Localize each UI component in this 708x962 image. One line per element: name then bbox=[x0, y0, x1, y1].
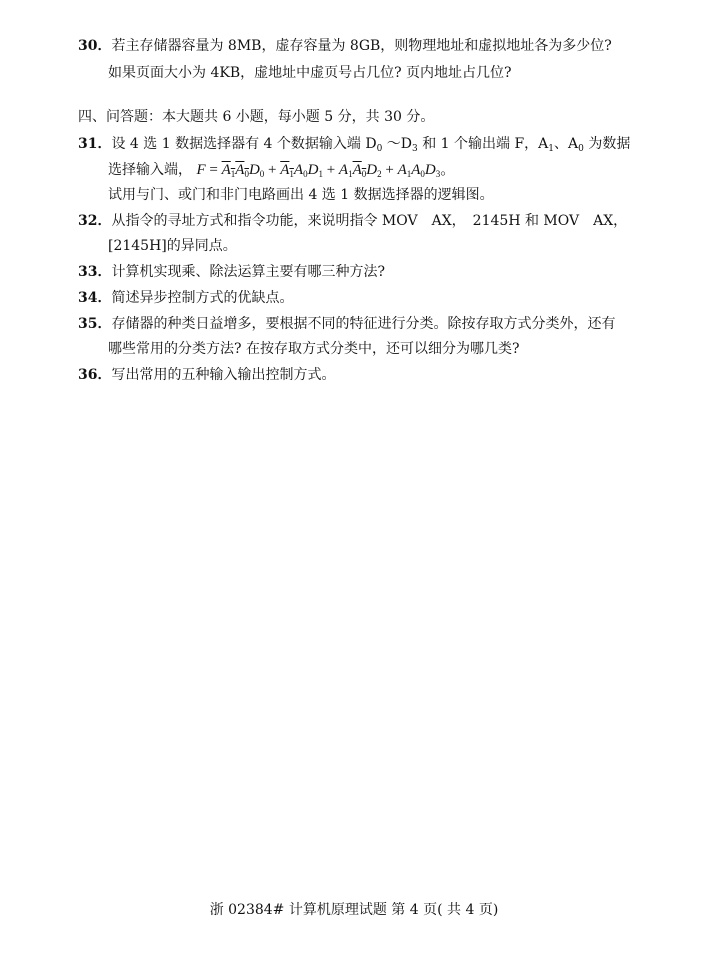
question-text: [2145H]的异同点。 bbox=[108, 238, 237, 254]
eq-symbol: A bbox=[280, 162, 290, 178]
section-heading bbox=[78, 107, 434, 127]
eq-symbol: D bbox=[366, 162, 378, 178]
subscript: 0 bbox=[244, 169, 249, 179]
question-text: 写出常用的五种输入输出控制方式。 bbox=[111, 367, 336, 383]
subscript: 0 bbox=[420, 169, 425, 179]
subscript: 3 bbox=[412, 144, 418, 154]
subscript: 0 bbox=[578, 144, 584, 154]
question-text: 简述异步控制方式的优缺点。 bbox=[111, 290, 294, 306]
question-number: 32． bbox=[78, 213, 112, 229]
question-text: 为数据 bbox=[583, 136, 631, 152]
question-32-continued bbox=[108, 236, 237, 256]
question-31 bbox=[78, 134, 630, 154]
eq-operator: + bbox=[264, 162, 281, 178]
subscript: 1 bbox=[230, 169, 236, 179]
question-30-continued bbox=[108, 63, 512, 83]
question-35-continued bbox=[108, 339, 519, 359]
question-number: 34． bbox=[78, 290, 112, 306]
question-text: 试用与门、或门和非门电路画出 4 选 1 数据选择器的逻辑图。 bbox=[108, 187, 494, 203]
question-text: 选择输入端， bbox=[108, 162, 192, 178]
question-text: 哪些常用的分类方法? 在按存取方式分类中，还可以细分为哪几类? bbox=[108, 341, 520, 357]
eq-operator: = bbox=[205, 162, 222, 178]
question-35 bbox=[78, 314, 615, 334]
eq-symbol: A bbox=[411, 162, 421, 178]
eq-symbol: A bbox=[352, 162, 362, 178]
question-number: 35． bbox=[78, 316, 112, 332]
eq-operator: + bbox=[381, 162, 398, 178]
subscript: 3 bbox=[435, 169, 441, 179]
question-text: 和 1 个输出端 F，A bbox=[417, 136, 549, 152]
eq-symbol: A bbox=[235, 162, 245, 178]
question-31-continued bbox=[108, 185, 494, 205]
page-footer bbox=[0, 900, 708, 920]
question-text: 、A bbox=[554, 136, 579, 152]
eq-term bbox=[353, 162, 367, 178]
question-text: 计算机实现乘、除法运算主要有哪三种方法? bbox=[111, 264, 385, 280]
question-34 bbox=[78, 288, 293, 308]
subscript: 1 bbox=[348, 169, 353, 179]
eq-operator: + bbox=[322, 162, 339, 178]
question-32 bbox=[78, 211, 627, 231]
subscript: 1 bbox=[289, 169, 294, 179]
question-text: 若主存储器容量为 8MB，虚存容量为 8GB，则物理地址和虚拟地址各为多少位? bbox=[111, 38, 612, 54]
eq-term bbox=[280, 162, 294, 178]
subscript: 1 bbox=[406, 169, 412, 179]
eq-symbol: A bbox=[338, 162, 349, 178]
subscript: 0 bbox=[303, 169, 308, 179]
question-number: 30． bbox=[78, 38, 112, 54]
question-text: ～D bbox=[382, 136, 413, 152]
eq-symbol: D bbox=[307, 162, 319, 178]
eq-symbol: A bbox=[221, 162, 231, 178]
eq-symbol: A bbox=[397, 162, 407, 178]
subscript: 0 bbox=[376, 144, 383, 154]
question-text: 设 4 选 1 数据选择器有 4 个数据输入端 D bbox=[111, 136, 377, 152]
eq-symbol: D bbox=[248, 162, 260, 178]
subscript: 0 bbox=[361, 169, 367, 179]
eq-symbol: A bbox=[293, 162, 304, 178]
question-number: 31． bbox=[78, 136, 112, 152]
question-30 bbox=[78, 36, 612, 56]
question-text: 从指令的寻址方式和指令功能，来说明指令 MOV AX， 2145H 和 MOV AX， bbox=[111, 213, 628, 229]
selector-equation bbox=[196, 162, 455, 178]
question-36 bbox=[78, 365, 335, 385]
question-31-equation-line bbox=[108, 160, 455, 180]
question-33 bbox=[78, 262, 385, 282]
eq-symbol: D bbox=[424, 162, 436, 178]
subscript: 0 bbox=[259, 169, 265, 179]
eq-punctuation: 。 bbox=[440, 162, 456, 178]
question-number: 33． bbox=[78, 264, 112, 280]
question-text: 如果页面大小为 4KB，虚地址中虚页号占几位? 页内地址占几位? bbox=[108, 65, 512, 81]
footer-text: 浙 02384# 计算机原理试题 第 4 页( 共 4 页) bbox=[209, 902, 499, 918]
eq-term bbox=[222, 162, 236, 178]
eq-term bbox=[235, 162, 249, 178]
question-number: 36． bbox=[78, 367, 112, 383]
question-text: 存储器的种类日益增多，要根据不同的特征进行分类。除按存取方式分类外，还有 bbox=[111, 316, 616, 332]
subscript: 1 bbox=[548, 144, 555, 154]
section-title: 四、问答题：本大题共 6 小题，每小题 5 分，共 30 分。 bbox=[78, 109, 435, 125]
eq-symbol: F bbox=[196, 162, 206, 178]
subscript: 2 bbox=[377, 169, 382, 179]
subscript: 1 bbox=[318, 169, 323, 179]
